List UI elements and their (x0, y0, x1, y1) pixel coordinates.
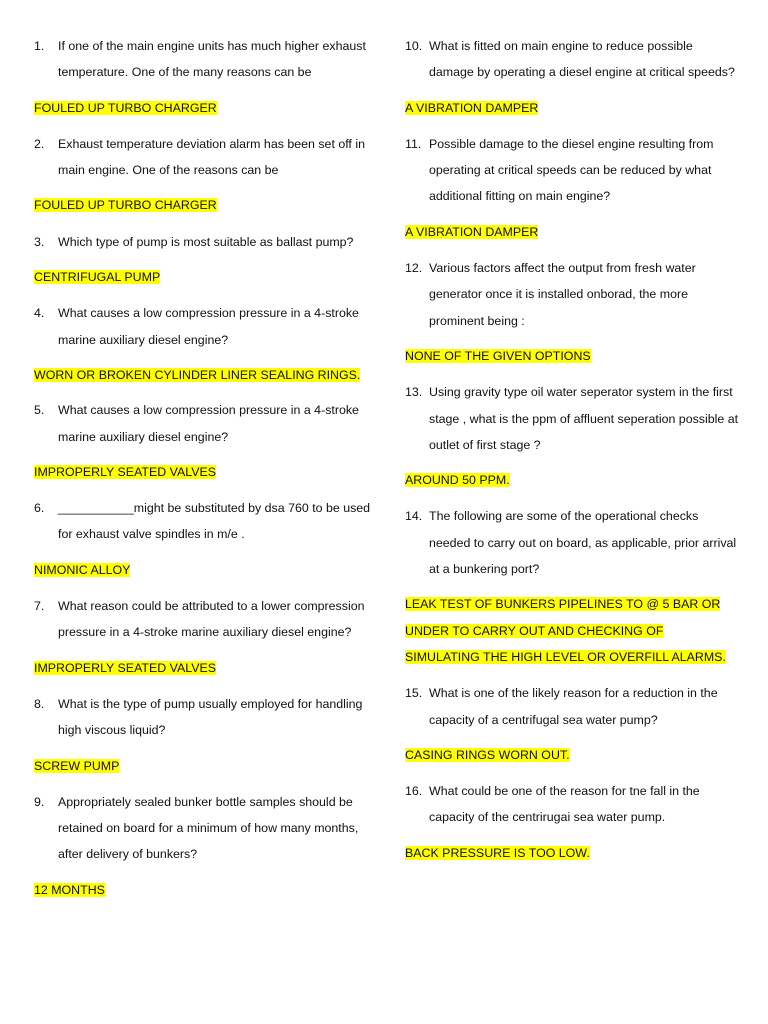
qa-item (405, 778, 740, 866)
question-text: If one of the main engine units has much higher exhaust temperature. One of the many reasons can be (58, 39, 366, 80)
answer-highlight: WORN OR BROKEN CYLINDER LINER SEALING RINGS. (34, 367, 361, 382)
answer-highlight: FOULED UP TURBO CHARGER (34, 100, 217, 115)
question-text: Various factors affect the output from fresh water generator once it is installed onborad, the more prominent being : (429, 261, 696, 328)
question-number: 16. (405, 784, 423, 799)
question-text: What is the type of pump usually employed for handling high viscous liquid? (58, 696, 363, 738)
question-number: 6. (34, 501, 45, 516)
answer-block (34, 362, 374, 388)
answer-highlight: CASING RINGS WORN OUT. (405, 747, 570, 762)
answer-block (405, 591, 740, 670)
question-text: What reason could be attributed to a lower compression pressure in a 4-stroke marine auxiliary diesel engine? (58, 599, 365, 640)
answer-block (34, 877, 374, 903)
qa-item (405, 33, 740, 121)
qa-item (405, 503, 740, 670)
answer-highlight: IMPROPERLY SEATED VALVES (34, 464, 217, 479)
qa-item (405, 379, 740, 493)
answer-highlight: LEAK TEST OF BUNKERS PIPELINES TO @ 5 BAR OR UNDER TO CARRY OUT AND CHECKING OF SIMULATING THE HIGH LEVEL OR OVERFILL ALARMS. (405, 597, 726, 664)
qa-item (34, 789, 374, 903)
question-text: Which type of pump is most suitable as ballast pump? (58, 234, 354, 249)
answer-block (405, 840, 740, 866)
question (34, 229, 374, 255)
question (34, 789, 374, 868)
answer-highlight: SCREW PUMP (34, 758, 120, 773)
qa-item (34, 33, 374, 121)
qa-item (34, 229, 374, 291)
question-text: What is one of the likely reason for a reduction in the capacity of a centrifugal sea water pump? (429, 686, 718, 727)
qa-item (34, 593, 374, 681)
question-number: 9. (34, 794, 45, 809)
answer-block (34, 95, 374, 121)
question (405, 33, 740, 86)
question (405, 680, 740, 733)
question-text: ___________might be substituted by dsa 760 to be used for exhaust valve spindles in m/e . (58, 501, 371, 542)
question (34, 131, 374, 184)
qa-item (405, 131, 740, 245)
question-text: What could be one of the reason for tne fall in the capacity of the centrirugai sea water pump. (429, 784, 700, 825)
answer-highlight: CENTRIFUGAL PUMP (34, 270, 161, 285)
question-number: 1. (34, 39, 45, 53)
answer-highlight: BACK PRESSURE IS TOO LOW. (405, 845, 590, 860)
answer-block (405, 742, 740, 768)
question (405, 503, 740, 582)
question-number: 12. (405, 261, 423, 276)
question (405, 255, 740, 334)
qa-item (34, 495, 374, 583)
question (34, 397, 374, 450)
question (34, 495, 374, 548)
question-text: What is fitted on main engine to reduce possible damage by operating a diesel engine at critical speeds? (429, 39, 735, 80)
answer-highlight: NONE OF THE GIVEN OPTIONS (405, 348, 591, 363)
answer-block (405, 219, 740, 245)
answer-block (34, 753, 374, 779)
answer-highlight: FOULED UP TURBO CHARGER (34, 198, 217, 213)
question-text: The following are some of the operational checks needed to carry out on board, as applicable, prior arrival at a bunkering port? (429, 509, 737, 577)
answer-highlight: A VIBRATION DAMPER (405, 224, 539, 239)
question-number: 2. (34, 136, 45, 151)
answer-highlight: NIMONIC ALLOY (34, 562, 131, 577)
question-text: What causes a low compression pressure in a 4-stroke marine auxiliary diesel engine? (58, 403, 359, 444)
question-text: Possible damage to the diesel engine resulting from operating at critical speeds can be reduced by what additional fitting on main engine? (429, 136, 714, 204)
question-number: 8. (34, 696, 45, 711)
answer-highlight: IMPROPERLY SEATED VALVES (34, 660, 217, 675)
question-number: 13. (405, 385, 423, 400)
right-column (405, 33, 740, 866)
qa-item (34, 397, 374, 485)
question-text: What causes a low compression pressure in a 4-stroke marine auxiliary diesel engine? (58, 306, 359, 347)
question (34, 33, 374, 86)
question-text: Using gravity type oil water seperator system in the first stage , what is the ppm of affluent seperation possible at outlet of first stage ? (429, 385, 739, 452)
left-column (34, 33, 374, 903)
answer-highlight: AROUND 50 PPM. (405, 473, 510, 488)
answer-block (34, 264, 374, 290)
question (34, 593, 374, 646)
answer-highlight: A VIBRATION DAMPER (405, 100, 539, 115)
answer-block (405, 343, 740, 369)
question-number: 14. (405, 509, 423, 524)
answer-block (34, 192, 374, 218)
answer-block (34, 557, 374, 583)
question (34, 300, 374, 353)
question-number: 15. (405, 686, 423, 701)
question (34, 691, 374, 744)
qa-item (34, 300, 374, 388)
question-number: 11. (405, 136, 422, 151)
question (405, 778, 740, 831)
question-number: 4. (34, 306, 45, 321)
qa-item (405, 680, 740, 768)
question-text: Exhaust temperature deviation alarm has been set off in main engine. One of the reasons can be (58, 136, 365, 178)
question (405, 379, 740, 458)
question-number: 5. (34, 403, 45, 418)
answer-block (34, 459, 374, 485)
question-number: 7. (34, 599, 45, 614)
question (405, 131, 740, 210)
question-number: 3. (34, 234, 45, 249)
question-number: 10. (405, 39, 423, 53)
answer-block (34, 655, 374, 681)
answer-highlight: 12 MONTHS (34, 882, 105, 897)
qa-item (405, 255, 740, 369)
answer-block (405, 95, 740, 121)
question-text: Appropriately sealed bunker bottle samples should be retained on board for a minimum of how many months, after delivery of bunkers? (58, 794, 359, 862)
answer-block (405, 467, 740, 493)
qa-item (34, 691, 374, 779)
qa-item (34, 131, 374, 219)
